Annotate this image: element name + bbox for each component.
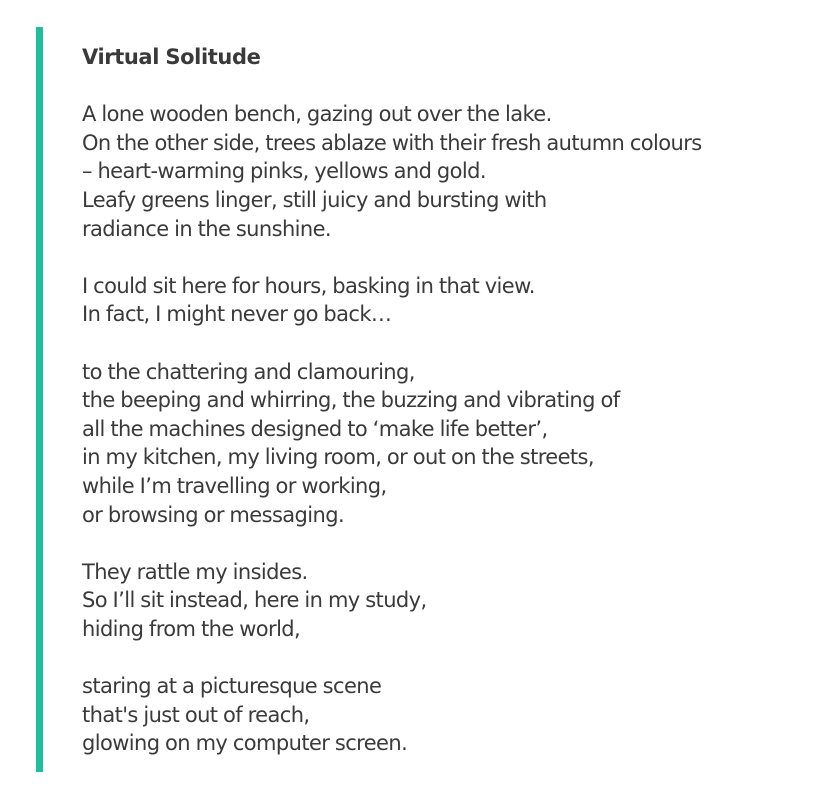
stanza-1 <box>82 100 812 243</box>
poem-line: They rattle my insides. <box>82 559 308 584</box>
poem-line: to the chattering and clamouring, <box>82 359 415 384</box>
poem-line: while I’m travelling or working, <box>82 473 387 498</box>
poem-line: staring at a picturesque scene <box>82 674 382 699</box>
poem-line: On the other side, trees ablaze with their fresh autumn colours <box>82 130 702 155</box>
poem-line: In fact, I might never go back… <box>82 302 392 327</box>
poem-title: Virtual Solitude <box>82 45 261 69</box>
poem-line: all the machines designed to ‘make life better’, <box>82 416 548 441</box>
poem-line: radiance in the sunshine. <box>82 216 331 241</box>
stanza-4 <box>82 558 812 644</box>
stanza-3 <box>82 358 812 530</box>
poem-line: So I’ll sit instead, here in my study, <box>82 588 427 613</box>
stanza-2 <box>82 272 812 329</box>
poem-line: Leafy greens linger, still juicy and bursting with <box>82 187 547 212</box>
poem-line: in my kitchen, my living room, or out on the streets, <box>82 445 594 470</box>
poem-line: A lone wooden bench, gazing out over the lake. <box>82 102 552 127</box>
accent-bar <box>36 27 43 772</box>
poem-line: the beeping and whirring, the buzzing and vibrating of <box>82 388 620 413</box>
poem-line: hiding from the world, <box>82 616 301 641</box>
poem-line: or browsing or messaging. <box>82 502 345 527</box>
poem-line: – heart-warming pinks, yellows and gold. <box>82 159 486 184</box>
stanza-5 <box>82 672 812 758</box>
poem-line: glowing on my computer screen. <box>82 731 408 756</box>
poem-line: I could sit here for hours, basking in that view. <box>82 273 535 298</box>
poem-line: that's just out of reach, <box>82 702 310 727</box>
poem <box>82 43 812 758</box>
